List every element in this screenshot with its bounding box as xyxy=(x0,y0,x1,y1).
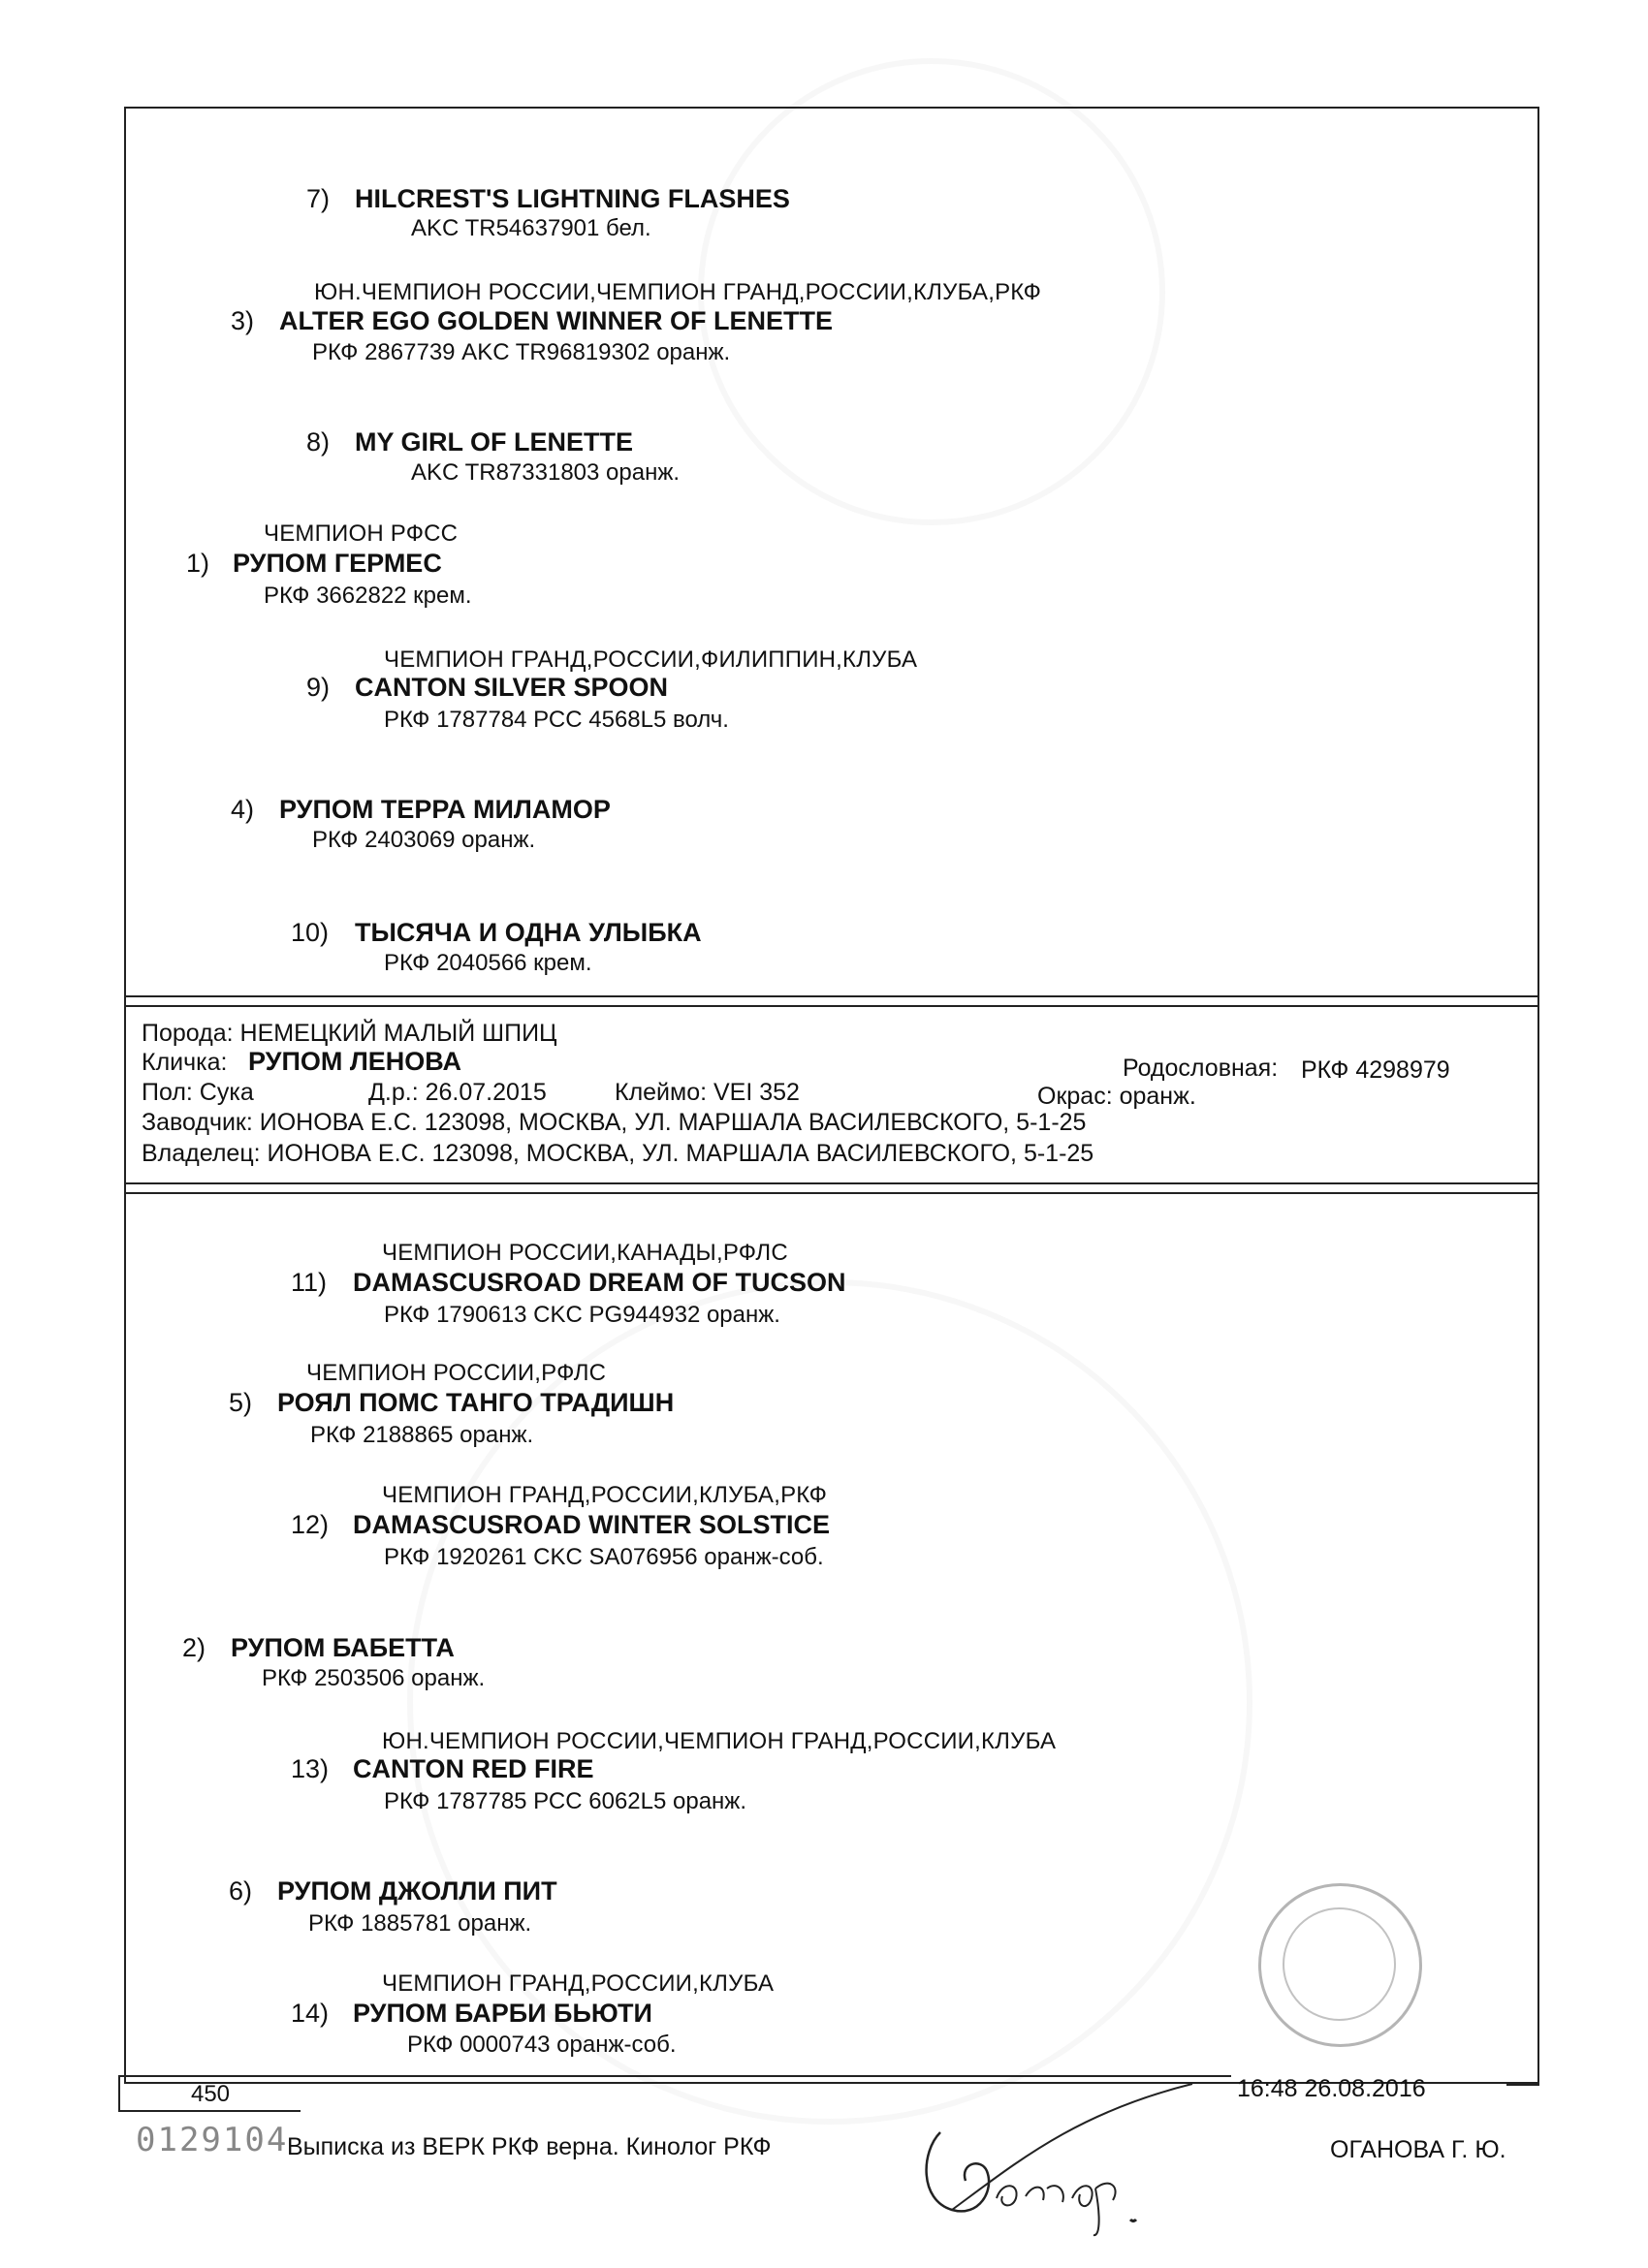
ancestor-5-number: 5) xyxy=(229,1388,253,1417)
svg-text:Оганов: Оганов xyxy=(902,2062,954,2078)
ancestor-4-name: РУПОМ ТЕРРА МИЛАМОР xyxy=(279,795,611,824)
signer-name: ОГАНОВА Г. Ю. xyxy=(1330,2136,1506,2163)
ancestor-2-name: РУПОМ БАБЕТТА xyxy=(231,1633,455,1662)
page-number: 450 xyxy=(190,2081,231,2107)
ancestor-8-number: 8) xyxy=(306,427,331,457)
ancestor-14-name: РУПОМ БАРБИ БЬЮТИ xyxy=(353,1999,652,2028)
round-seal-stamp xyxy=(1258,1883,1422,2047)
page-number-box xyxy=(118,2075,301,2112)
ancestor-10-name: ТЫСЯЧА И ОДНА УЛЫБКА xyxy=(355,918,702,947)
ancestor-11-number: 11) xyxy=(291,1268,328,1297)
ancestor-9-reg: РКФ 1787784 РСС 4568L5 волч. xyxy=(384,707,729,733)
ancestor-12-name: DAMASCUSROAD WINTER SOLSTICE xyxy=(353,1510,830,1539)
ancestor-3-name: ALTER EGO GOLDEN WINNER OF LENETTE xyxy=(279,306,833,335)
ancestor-11-name: DAMASCUSROAD DREAM OF TUCSON xyxy=(353,1268,846,1297)
ancestor-10-reg: РКФ 2040566 крем. xyxy=(384,950,592,976)
ancestor-1-title: ЧЕМПИОН РФСС xyxy=(264,520,459,547)
pedigree-label: Родословная: xyxy=(1123,1055,1279,1082)
ancestor-9-name: CANTON SILVER SPOON xyxy=(355,673,669,702)
separator-bottom-2 xyxy=(124,1192,1539,1194)
ancestor-8-name: MY GIRL OF LENETTE xyxy=(355,427,634,457)
ancestor-13-name: CANTON RED FIRE xyxy=(353,1754,594,1783)
ancestor-5-title: ЧЕМПИОН РОССИИ,РФЛС xyxy=(306,1360,607,1386)
ancestor-7-number: 7) xyxy=(306,184,331,213)
ancestor-10-number: 10) xyxy=(291,918,330,947)
ancestor-12-number: 12) xyxy=(291,1510,330,1539)
ancestor-2-number: 2) xyxy=(182,1633,206,1662)
ancestor-1-name: РУПОМ ГЕРМЕС xyxy=(233,549,442,578)
owner-line: Владелец: ИОНОВА Е.С. 123098, МОСКВА, УЛ. МАРШАЛА ВАСИЛЕВСКОГО, 5-1-25 xyxy=(142,1140,1094,1167)
ancestor-13-reg: РКФ 1787785 РСС 6062L5 оранж. xyxy=(384,1788,747,1814)
ancestor-4-reg: РКФ 2403069 оранж. xyxy=(312,827,536,853)
separator-top-1 xyxy=(124,995,1539,997)
ancestor-5-name: РОЯЛ ПОМС ТАНГО ТРАДИШН xyxy=(277,1388,675,1417)
ancestor-1-reg: РКФ 3662822 крем. xyxy=(264,583,472,609)
ancestor-8-reg: AKC TR87331803 оранж. xyxy=(411,459,681,486)
ancestor-12-title: ЧЕМПИОН ГРАНД,РОССИИ,КЛУБА,РКФ xyxy=(382,1482,828,1508)
ancestor-12-reg: РКФ 1920261 CKC SA076956 оранж-соб. xyxy=(384,1544,824,1570)
ancestor-13-title: ЮН.ЧЕМПИОН РОССИИ,ЧЕМПИОН ГРАНД,РОССИИ,КЛУБА xyxy=(382,1728,1057,1754)
ancestor-7-name: HILCREST'S LIGHTNING FLASHES xyxy=(355,184,790,213)
pedigree-value: РКФ 4298979 xyxy=(1301,1056,1450,1084)
ancestor-2-reg: РКФ 2503506 оранж. xyxy=(262,1665,486,1691)
ancestor-1-number: 1) xyxy=(186,549,210,578)
ancestor-13-number: 13) xyxy=(291,1754,330,1783)
handwritten-signature xyxy=(902,2062,1192,2239)
ancestor-11-title: ЧЕМПИОН РОССИИ,КАНАДЫ,РФЛС xyxy=(382,1240,788,1266)
ancestor-4-number: 4) xyxy=(231,795,255,824)
document-frame xyxy=(124,107,1539,2084)
separator-top-2 xyxy=(124,1005,1539,1007)
ancestor-7-reg: AKC TR54637901 бел. xyxy=(411,215,651,241)
ancestor-6-number: 6) xyxy=(229,1876,253,1906)
ancestor-9-number: 9) xyxy=(306,673,331,702)
certification-text: Выписка из ВЕРК РКФ верна. Кинолог РКФ xyxy=(287,2133,772,2160)
stamp-code: 0129104 xyxy=(136,2121,289,2159)
separator-bottom-1 xyxy=(124,1182,1539,1184)
breed-line: Порода: НЕМЕЦКИЙ МАЛЫЙ ШПИЦ xyxy=(142,1020,557,1047)
color-line: Окрас: оранж. xyxy=(1037,1083,1196,1110)
nickname-label: Кличка: xyxy=(142,1049,228,1076)
ancestor-11-reg: РКФ 1790613 CKC PG944932 оранж. xyxy=(384,1302,780,1328)
ancestor-3-reg: РКФ 2867739 AKC TR96819302 оранж. xyxy=(312,339,731,365)
ancestor-14-reg: РКФ 0000743 оранж-соб. xyxy=(407,2032,677,2058)
ancestor-6-name: РУПОМ ДЖОЛЛИ ПИТ xyxy=(277,1876,557,1906)
breeder-line: Заводчик: ИОНОВА Е.С. 123098, МОСКВА, УЛ. МАРШАЛА ВАСИЛЕВСКОГО, 5-1-25 xyxy=(142,1109,1087,1136)
timestamp: 16:48 26.08.2016 xyxy=(1237,2075,1426,2102)
ancestor-14-number: 14) xyxy=(291,1999,330,2028)
ancestor-3-title: ЮН.ЧЕМПИОН РОССИИ,ЧЕМПИОН ГРАНД,РОССИИ,КЛУБА,РКФ xyxy=(314,279,1042,305)
ancestor-5-reg: РКФ 2188865 оранж. xyxy=(310,1422,534,1448)
nickname-value: РУПОМ ЛЕНОВА xyxy=(248,1047,461,1076)
ancestor-9-title: ЧЕМПИОН ГРАНД,РОССИИ,ФИЛИППИН,КЛУБА xyxy=(384,646,918,673)
ancestor-6-reg: РКФ 1885781 оранж. xyxy=(308,1910,532,1937)
dob-line: Д.р.: 26.07.2015 xyxy=(368,1079,547,1106)
sex-line: Пол: Сука xyxy=(142,1079,254,1106)
footer-line-right xyxy=(1506,2084,1539,2086)
ancestor-14-title: ЧЕМПИОН ГРАНД,РОССИИ,КЛУБА xyxy=(382,1970,775,1997)
ancestor-3-number: 3) xyxy=(231,306,255,335)
brand-line: Клеймо: VEI 352 xyxy=(615,1079,800,1106)
